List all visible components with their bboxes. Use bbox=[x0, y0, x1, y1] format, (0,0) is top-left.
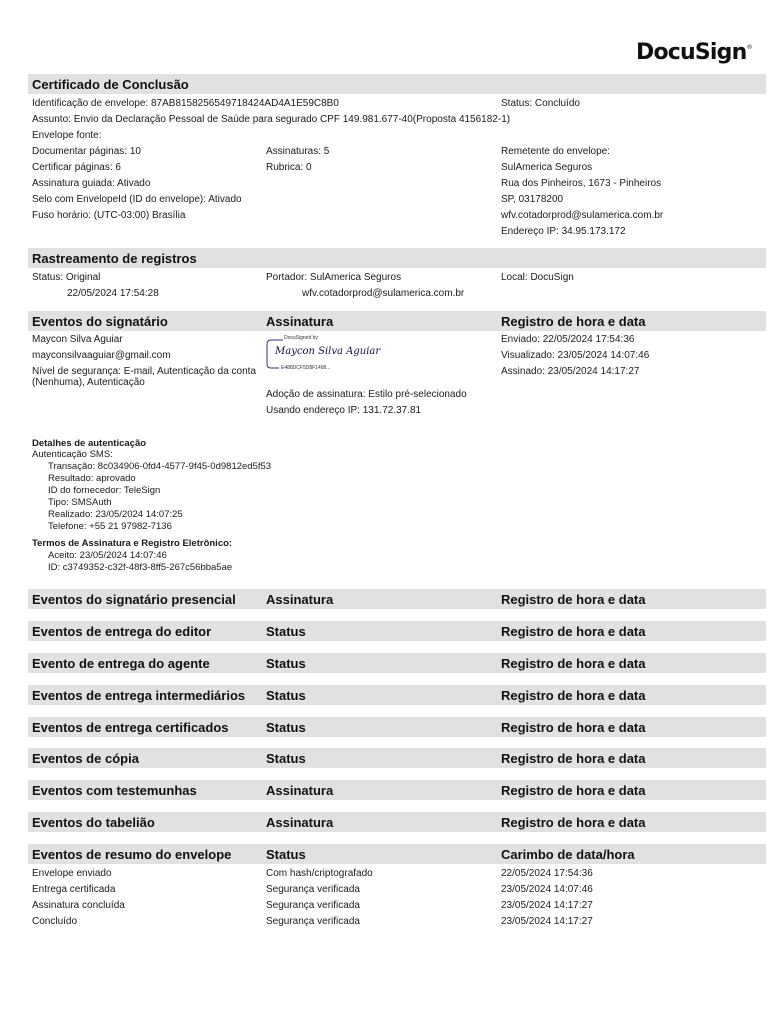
section-title: Eventos de cópia bbox=[32, 751, 139, 766]
summary-status: Com hash/criptografado bbox=[266, 868, 373, 879]
section-col2: Assinatura bbox=[266, 592, 334, 607]
auth-result: Resultado: aprovado bbox=[48, 473, 136, 484]
signer-events-signature-col: Assinatura bbox=[266, 314, 334, 329]
tracking-holder-email: wfv.cotadorprod@sulamerica.com.br bbox=[302, 288, 465, 299]
summary-event: Entrega certificada bbox=[32, 884, 116, 895]
section-title: Eventos de resumo do envelope bbox=[32, 847, 232, 862]
signature-image: Maycon Silva Aguiar bbox=[275, 346, 381, 357]
summary-time: 23/05/2024 14:07:46 bbox=[501, 884, 593, 895]
auth-sms-label: Autenticação SMS: bbox=[32, 449, 113, 460]
section-col3: Carimbo de data/hora bbox=[501, 847, 635, 862]
signature-code: E488DCF5D8F1498... bbox=[281, 365, 331, 371]
signer-security-level: Nível de segurança: E-mail, Autenticação da conta (Nenhuma), Autenticação bbox=[32, 366, 257, 388]
summary-time: 23/05/2024 14:17:27 bbox=[501, 916, 593, 927]
initials-count: Rubrica: 0 bbox=[266, 162, 312, 173]
section-col2: Status bbox=[266, 751, 306, 766]
section-title: Eventos de entrega do editor bbox=[32, 624, 212, 639]
summary-event: Envelope enviado bbox=[32, 868, 112, 879]
envelope-source: Envelope fonte: bbox=[32, 130, 102, 141]
signature-adoption: Adoção de assinatura: Estilo pré-selecionado bbox=[266, 389, 467, 400]
section-title: Eventos de entrega intermediários bbox=[32, 688, 246, 703]
doc-pages: Documentar páginas: 10 bbox=[32, 146, 141, 157]
section-col3: Registro de hora e data bbox=[501, 751, 646, 766]
auth-performed: Realizado: 23/05/2024 14:07:25 bbox=[48, 509, 183, 520]
section-col2: Status bbox=[266, 688, 306, 703]
summary-status: Segurança verificada bbox=[266, 900, 360, 911]
tracking-status: Status: Original bbox=[32, 272, 101, 283]
signatures-count: Assinaturas: 5 bbox=[266, 146, 330, 157]
signer-email: mayconsilvaaguiar@gmail.com bbox=[32, 350, 171, 361]
section-col3: Registro de hora e data bbox=[501, 720, 646, 735]
sender-ip: Endereço IP: 34.95.173.172 bbox=[501, 226, 626, 237]
auth-phone: Telefone: +55 21 97982-7136 bbox=[48, 521, 172, 532]
section-col2: Status bbox=[266, 720, 306, 735]
certificate-title: Certificado de Conclusão bbox=[32, 77, 189, 92]
sender-address: Rua dos Pinheiros, 1673 - Pinheiros bbox=[501, 178, 662, 189]
terms-accepted: Aceito: 23/05/2024 14:07:46 bbox=[48, 550, 167, 561]
summary-status: Segurança verificada bbox=[266, 884, 360, 895]
signer-events-time-col: Registro de hora e data bbox=[501, 314, 646, 329]
signer-viewed: Visualizado: 23/05/2024 14:07:46 bbox=[501, 350, 650, 361]
envelope-stamp: Selo com EnvelopeId (ID do envelope): Ativado bbox=[32, 194, 242, 205]
auth-title: Detalhes de autenticação bbox=[32, 438, 147, 449]
section-col3: Registro de hora e data bbox=[501, 783, 646, 798]
signature-ip: Usando endereço IP: 131.72.37.81 bbox=[266, 405, 422, 416]
section-col2: Assinatura bbox=[266, 815, 334, 830]
summary-time: 22/05/2024 17:54:36 bbox=[501, 868, 593, 879]
signer-events-title: Eventos do signatário bbox=[32, 314, 168, 329]
section-col3: Registro de hora e data bbox=[501, 624, 646, 639]
signer-signed: Assinado: 23/05/2024 14:17:27 bbox=[501, 366, 640, 377]
section-title: Eventos do tabelião bbox=[32, 815, 155, 830]
sender-name: SulAmerica Seguros bbox=[501, 162, 593, 173]
envelope-id: Identificação de envelope: 87AB8158256549718424AD4A1E59C8B0 bbox=[32, 98, 339, 109]
section-col2: Status bbox=[266, 656, 306, 671]
summary-event: Assinatura concluída bbox=[32, 900, 125, 911]
section-title: Eventos com testemunhas bbox=[32, 783, 197, 798]
envelope-status: Status: Concluído bbox=[501, 98, 580, 109]
tracking-location: Local: DocuSign bbox=[501, 272, 574, 283]
cert-pages: Certificar páginas: 6 bbox=[32, 162, 121, 173]
signer-name: Maycon Silva Aguiar bbox=[32, 334, 123, 345]
summary-status: Segurança verificada bbox=[266, 916, 360, 927]
envelope-subject: Assunto: Envio da Declaração Pessoal de Saúde para segurado CPF 149.981.677-40(Proposta 4156182-1) bbox=[32, 114, 511, 125]
section-col3: Registro de hora e data bbox=[501, 815, 646, 830]
auth-provider: ID do fornecedor: TeleSign bbox=[48, 485, 161, 496]
timezone: Fuso horário: (UTC-03:00) Brasília bbox=[32, 210, 186, 221]
signature-header: DocuSigned by: bbox=[284, 335, 320, 341]
signer-sent: Enviado: 22/05/2024 17:54:36 bbox=[501, 334, 635, 345]
sender-email: wfv.cotadorprod@sulamerica.com.br bbox=[501, 210, 664, 221]
auth-transaction: Transação: 8c034906-0fd4-4577-9f45-0d9812ed5f53 bbox=[48, 461, 272, 472]
summary-time: 23/05/2024 14:17:27 bbox=[501, 900, 593, 911]
tracking-title: Rastreamento de registros bbox=[32, 251, 197, 266]
section-col3: Registro de hora e data bbox=[501, 592, 646, 607]
section-title: Eventos do signatário presencial bbox=[32, 592, 236, 607]
section-title: Eventos de entrega certificados bbox=[32, 720, 229, 735]
sender-label: Remetente do envelope: bbox=[501, 146, 610, 157]
section-col3: Registro de hora e data bbox=[501, 656, 646, 671]
section-col2: Status bbox=[266, 847, 306, 862]
terms-id: ID: c3749352-c32f-48f3-8ff5-267c56bba5ae bbox=[48, 562, 233, 573]
tracking-date: 22/05/2024 17:54:28 bbox=[67, 288, 159, 299]
section-title: Evento de entrega do agente bbox=[32, 656, 210, 671]
terms-title: Termos de Assinatura e Registro Eletrônico: bbox=[32, 538, 233, 549]
tracking-holder: Portador: SulAmerica Seguros bbox=[266, 272, 402, 283]
docusign-logo: DocuSign® bbox=[636, 40, 753, 65]
section-col2: Assinatura bbox=[266, 783, 334, 798]
sender-city: SP, 03178200 bbox=[501, 194, 564, 205]
section-col3: Registro de hora e data bbox=[501, 688, 646, 703]
section-col2: Status bbox=[266, 624, 306, 639]
auth-type: Tipo: SMSAuth bbox=[48, 497, 112, 508]
summary-event: Concluído bbox=[32, 916, 78, 927]
guided-signature: Assinatura guiada: Ativado bbox=[32, 178, 151, 189]
